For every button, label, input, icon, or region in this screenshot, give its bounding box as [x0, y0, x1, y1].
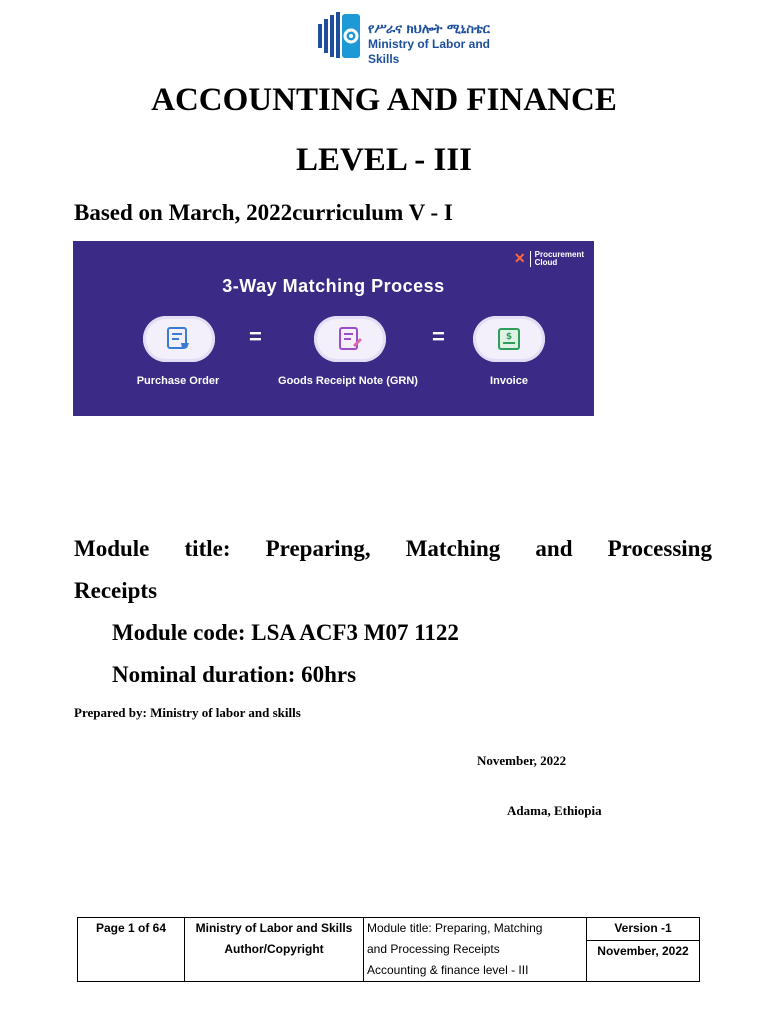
module-title-line-1	[74, 536, 712, 562]
invoice-circle	[473, 316, 545, 362]
publication-place: Adama, Ethiopia	[507, 803, 602, 818]
svg-text:$: $	[505, 332, 513, 342]
footer-module-line-3: Accounting & finance level - III	[367, 963, 529, 977]
module-title-word: Matching	[405, 536, 501, 561]
label-invoice: Invoice	[490, 375, 528, 387]
footer-table	[77, 917, 700, 982]
document-title: ACCOUNTING AND FINANCE	[151, 82, 617, 118]
procurement-cloud-logo	[514, 250, 584, 267]
invoice-icon	[495, 325, 523, 353]
publication-date: November, 2022	[477, 753, 567, 768]
equals-sign-2: =	[432, 324, 445, 349]
module-title-line-2: Receipts	[74, 578, 158, 603]
version-date: November, 2022	[597, 944, 689, 958]
owner-name: Ministry of Labor and Skills	[195, 921, 353, 935]
label-goods-receipt-note: Goods Receipt Note (GRN)	[278, 375, 418, 387]
version: Version -1	[614, 921, 672, 935]
footer-page-cell	[78, 918, 185, 982]
module-title-word: title:	[184, 536, 231, 561]
module-title-word: Processing	[607, 536, 712, 561]
brand-line-2: Cloud	[534, 257, 558, 267]
purchase-order-icon	[165, 325, 193, 353]
module-code: Module code: LSA ACF3 M07 1122	[112, 620, 459, 645]
module-title-word: and	[535, 536, 573, 561]
goods-receipt-icon	[336, 325, 364, 353]
ministry-emblem-icon	[318, 10, 364, 60]
nominal-duration: Nominal duration: 60hrs	[112, 662, 357, 687]
ministry-logo	[318, 8, 518, 64]
document-level: LEVEL - III	[295, 142, 473, 178]
curriculum-note: Based on March, 2022curriculum V - I	[74, 200, 453, 225]
footer-owner-cell	[185, 918, 364, 982]
logo-english-text: Ministry of Labor and Skills	[368, 37, 491, 66]
banner-title: 3-Way Matching Process	[222, 276, 445, 296]
footer-module-line-2: and Processing Receipts	[367, 942, 500, 956]
owner-copyright: Author/Copyright	[224, 942, 324, 956]
three-way-matching-banner	[73, 241, 594, 416]
footer-version-date-cell	[587, 941, 700, 982]
prepared-by: Prepared by: Ministry of labor and skills	[74, 705, 301, 720]
footer-module-cell	[364, 918, 587, 982]
procurement-cloud-icon: ✕	[513, 250, 526, 266]
page-number: Page 1 of 64	[95, 921, 167, 935]
label-purchase-order: Purchase Order	[136, 375, 220, 387]
footer-module-line-1: Module title: Preparing, Matching	[367, 921, 543, 935]
footer-version-cell	[587, 918, 700, 941]
module-title-word: Preparing,	[265, 536, 371, 561]
logo-amharic-text: የሥራና ክህሎት ሚኒስቴር	[368, 22, 490, 37]
purchase-order-circle	[143, 316, 215, 362]
brand-line-1: Procurement	[534, 249, 584, 259]
module-title-word: Module	[74, 536, 150, 561]
grn-circle	[314, 316, 386, 362]
equals-sign-1: =	[249, 324, 262, 349]
